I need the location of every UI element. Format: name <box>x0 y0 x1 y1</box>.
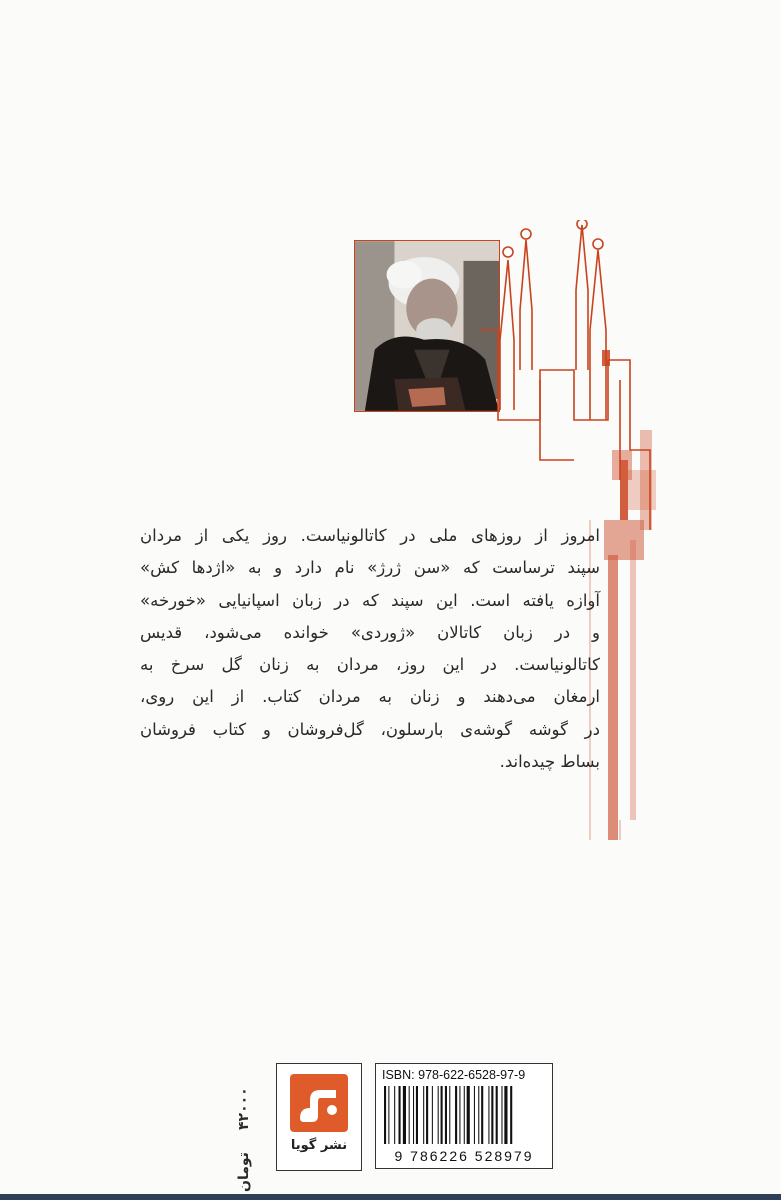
publisher-name: نشر گویا <box>290 1138 348 1153</box>
blurb-line: آوازه یافته است. این سپند که در زبان اسپانیایی «خورخه» <box>140 590 600 610</box>
blurb-line: بساط چیده‌اند. <box>499 752 600 772</box>
back-cover-blurb <box>140 520 600 778</box>
barcode-number: 9 786226 528979 <box>394 1148 534 1164</box>
price-amount: ۴۲۰۰۰ <box>236 1087 252 1130</box>
blurb-line: کاتالونیاست. در این روز، مردان به زنان گل سرخ به <box>140 655 600 675</box>
author-portrait-image <box>355 241 499 411</box>
blurb-line: سپند ترساست که «سن ژرژ» نام دارد و به «اژدها کش» <box>140 558 600 578</box>
isbn-text: ISBN: 978-622-6528-97-9 <box>382 1068 526 1082</box>
author-photo <box>354 240 500 412</box>
publisher-box <box>276 1063 362 1171</box>
blurb-line: در گوشه گوشه‌ی بارسلون، گل‌فروشان و کتاب فروشان <box>140 719 600 739</box>
cover-edge <box>0 1194 781 1200</box>
blurb-line: و در زبان کاتالان «ژوردی» خوانده می‌شود، قدیس <box>140 622 600 642</box>
price-currency: تومان <box>236 1152 252 1192</box>
blurb-line: امروز از روزهای ملی در کاتالونیاست. روز یکی از مردان <box>140 526 600 545</box>
publisher-logo <box>290 1074 348 1132</box>
price-label <box>232 1070 262 1200</box>
isbn-barcode <box>375 1063 553 1169</box>
blurb-line: ارمغان می‌دهند و زنان به مردان کتاب. از این روی، <box>140 687 600 707</box>
barcode-bars <box>384 1086 546 1144</box>
